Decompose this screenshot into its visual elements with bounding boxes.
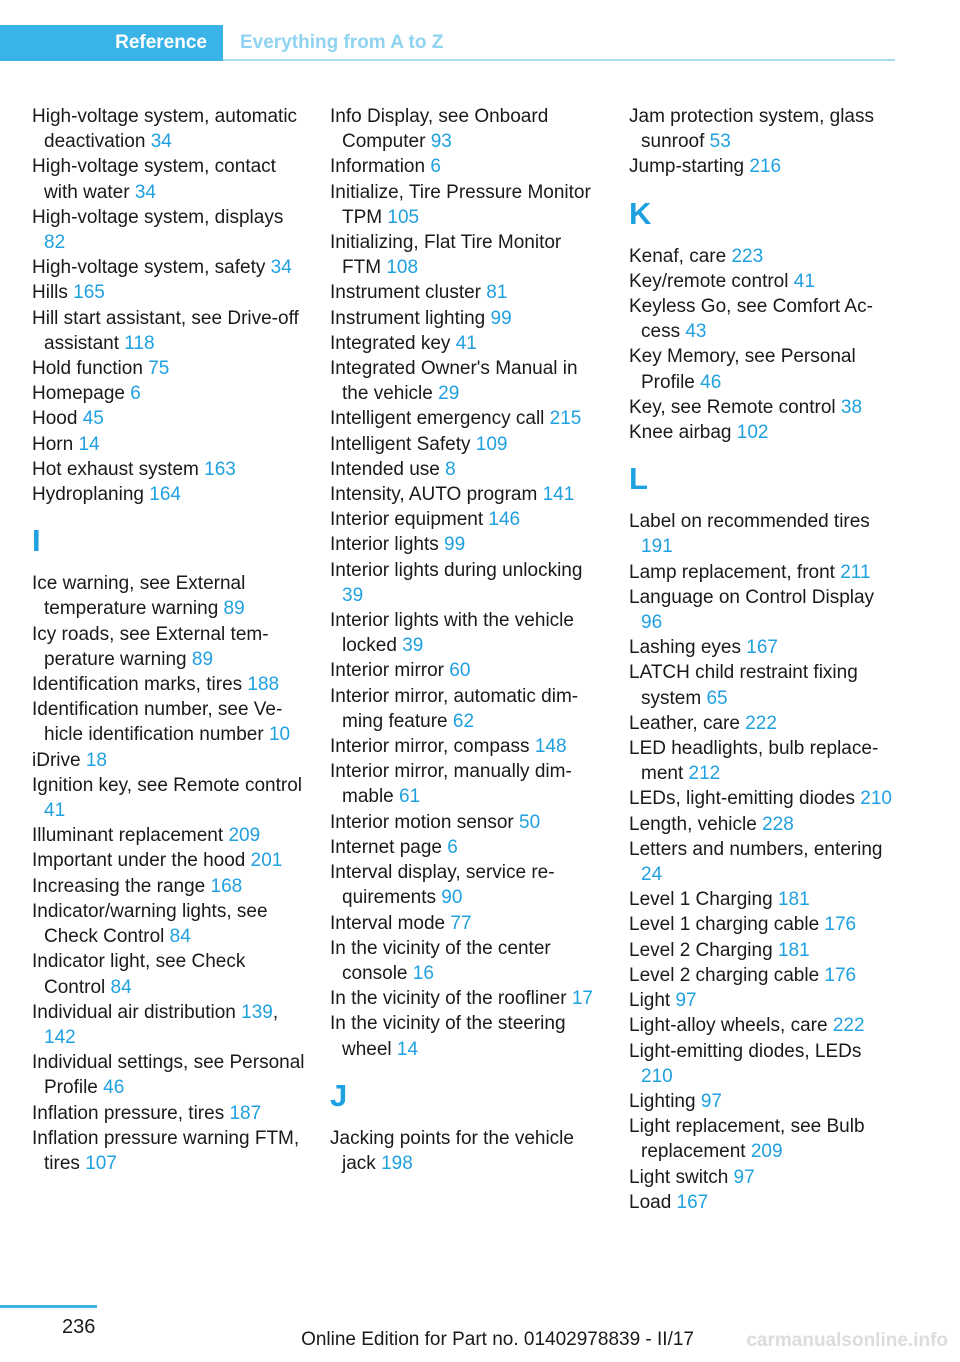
page-link[interactable]: 29 (438, 383, 460, 405)
index-entry (330, 432, 605, 457)
index-term: Icy roads, see External temperature warning (32, 623, 269, 670)
index-term: Key/remote control (629, 270, 794, 292)
index-term: In the vicinity of the roofliner (330, 988, 572, 1010)
index-entry (32, 381, 307, 406)
page-link[interactable]: 18 (85, 749, 107, 771)
index-entry (629, 1039, 894, 1089)
index-term: Inflation pressure, tires (32, 1102, 230, 1124)
page-link[interactable]: 163 (204, 458, 236, 480)
index-entry (330, 280, 605, 305)
index-term: Jump-starting (629, 156, 750, 178)
index-entry (629, 837, 894, 887)
index-term: LED headlights, bulb replacement (629, 738, 879, 785)
index-entry (330, 1011, 605, 1061)
index-entry (629, 154, 894, 179)
index-entry (330, 608, 605, 658)
index-term: Interior mirror (330, 660, 450, 682)
index-term: Hot exhaust system (32, 458, 205, 480)
section-letter: L (629, 461, 648, 497)
page-link[interactable]: 187 (229, 1102, 262, 1124)
index-term: Hood (32, 408, 83, 430)
index-term: Internet page (330, 836, 448, 858)
index-term: Ignition key, see Remote control (32, 774, 303, 796)
page-link[interactable]: 81 (486, 282, 508, 304)
index-entry (629, 812, 894, 837)
index-entry (32, 482, 307, 507)
index-entry (330, 936, 605, 986)
page-link[interactable]: 41 (44, 800, 66, 822)
page-link[interactable]: 118 (124, 332, 155, 354)
index-entry (629, 294, 894, 344)
section-letter: J (330, 1077, 348, 1113)
page-link[interactable]: 165 (73, 282, 105, 304)
header-tab-reference: Reference (0, 25, 223, 61)
page-link[interactable]: 45 (82, 408, 104, 430)
index-entry (330, 532, 605, 557)
page-link[interactable]: 209 (228, 825, 261, 847)
index-entry (629, 635, 894, 660)
index-entry (32, 874, 307, 899)
page-link[interactable]: 39 (342, 584, 364, 606)
page-link[interactable]: 53 (709, 131, 731, 153)
index-term: Hills (32, 282, 74, 304)
index-term: Light-alloy wheels, care (629, 1015, 833, 1037)
page-link[interactable]: 61 (399, 786, 421, 808)
index-term: Interior lights during unlocking (330, 559, 583, 581)
index-entry (32, 205, 307, 255)
index-entry (330, 331, 605, 356)
index-term: Inflation pressure warning FTM, tires (32, 1127, 300, 1174)
index-entry (330, 104, 605, 154)
page-link[interactable]: 93 (430, 131, 452, 153)
index-entry (32, 571, 307, 621)
page-link[interactable]: 46 (103, 1077, 125, 1099)
index-entry (32, 773, 307, 823)
index-entry (330, 356, 605, 406)
page-link[interactable]: 107 (85, 1152, 117, 1174)
index-entry (629, 912, 894, 937)
page-link[interactable]: 198 (381, 1152, 413, 1174)
index-entry (32, 255, 307, 280)
index-term: Light (629, 990, 676, 1012)
index-entry (629, 560, 894, 585)
index-entry (32, 823, 307, 848)
index-term: Level 2 charging cable (629, 964, 825, 986)
index-term: Level 1 Charging (629, 889, 778, 911)
index-term: Illuminant replacement (32, 825, 229, 847)
index-term: Intelligent emergency call (330, 408, 550, 430)
page-link[interactable]: 164 (149, 484, 181, 506)
index-entry (330, 230, 605, 280)
index-term: Light-emitting diodes, LEDs (629, 1040, 862, 1062)
page-link[interactable]: 148 (534, 736, 567, 758)
page-link[interactable]: 90 (441, 887, 463, 909)
index-term: Length, vehicle (629, 813, 763, 835)
index-entry (629, 736, 894, 786)
page-link[interactable]: 216 (749, 156, 782, 178)
page-link[interactable]: 210 (860, 788, 892, 810)
index-entry (32, 1101, 307, 1126)
page-link[interactable]: 223 (731, 245, 764, 267)
index-entry (32, 356, 307, 381)
index-term: High-voltage system, displays (32, 206, 284, 228)
index-entry (330, 306, 605, 331)
index-entry (629, 1190, 894, 1215)
index-term: Identification number, see Vehicle identification number (32, 699, 283, 746)
index-term: Info Display, see Onboard Computer (330, 106, 549, 153)
index-entry (32, 697, 307, 747)
index-term: Individual settings, see Personal Profile (32, 1052, 305, 1099)
index-entry (629, 1013, 894, 1038)
page-link[interactable]: 41 (455, 332, 477, 354)
index-term: In the vicinity of the center console (330, 937, 551, 984)
index-entry (629, 1165, 894, 1190)
page-link[interactable]: 8 (445, 458, 456, 480)
page-link[interactable]: 41 (793, 270, 815, 292)
index-term: Light switch (629, 1166, 734, 1188)
index-term: Interior mirror, compass (330, 736, 535, 758)
index-entry (330, 835, 605, 860)
index-entry (330, 759, 605, 809)
index-term: Horn (32, 433, 79, 455)
page-link[interactable]: 176 (824, 914, 857, 936)
index-entry (32, 280, 307, 305)
page-link[interactable]: 109 (475, 433, 508, 455)
page-link[interactable]: 43 (685, 321, 707, 343)
page-link[interactable]: 84 (110, 976, 132, 998)
page-link[interactable]: 222 (745, 712, 777, 734)
index-term: Interval mode (330, 912, 451, 934)
index-entry (32, 1126, 307, 1176)
page-separator: , (272, 1001, 279, 1023)
index-column-1 (32, 104, 307, 1176)
index-entry (330, 911, 605, 936)
section-letter: I (32, 523, 41, 559)
index-entry (629, 1114, 894, 1164)
page-link[interactable]: 82 (44, 232, 66, 254)
page-link[interactable]: 6 (130, 383, 141, 405)
index-term: In the vicinity of the steering wheel (330, 1013, 566, 1060)
page-link[interactable]: 84 (169, 926, 191, 948)
index-term: Homepage (32, 383, 131, 405)
page-link[interactable]: 75 (148, 358, 170, 380)
page-link[interactable]: 17 (571, 988, 593, 1010)
index-term: Interior equipment (330, 509, 489, 531)
page-number: 236 (62, 1316, 96, 1338)
index-entry (330, 684, 605, 734)
page-link[interactable]: 97 (700, 1090, 722, 1112)
index-entry (32, 748, 307, 773)
index-entry (629, 104, 894, 154)
page-link[interactable]: 97 (733, 1166, 755, 1188)
index-term: Leather, care (629, 712, 746, 734)
index-entry (629, 395, 894, 420)
index-term: Hill start assistant, see Drive-off assistant (32, 307, 299, 354)
index-entry (330, 860, 605, 910)
index-entry (629, 420, 894, 445)
index-entry (330, 558, 605, 608)
index-entry (330, 658, 605, 683)
page-link[interactable]: 24 (641, 864, 663, 886)
index-term: Jacking points for the vehicle jack (330, 1127, 574, 1174)
page-link[interactable]: 97 (675, 990, 697, 1012)
page-link[interactable]: 191 (641, 536, 673, 558)
index-term: Intelligent Safety (330, 433, 476, 455)
index-entry (32, 406, 307, 431)
index-entry (629, 1089, 894, 1114)
index-entry (629, 509, 894, 559)
index-entry (32, 672, 307, 697)
header-section-title: Everything from A to Z (240, 32, 444, 53)
index-term: Language on Control Display (629, 586, 875, 608)
page-link[interactable]: 34 (134, 181, 156, 203)
index-entry (330, 810, 605, 835)
index-entry (330, 180, 605, 230)
page-link[interactable]: 141 (542, 484, 575, 506)
page-link[interactable]: 50 (519, 811, 541, 833)
page-link[interactable]: 38 (840, 396, 863, 418)
page-link[interactable]: 167 (676, 1191, 709, 1213)
index-term: Interior mirror, automatic dimming feature (330, 685, 579, 732)
page-link[interactable]: 176 (824, 964, 857, 986)
index-term: Light replacement, see Bulb replacement (629, 1116, 865, 1163)
page-link[interactable]: 6 (430, 156, 441, 178)
index-term: Instrument lighting (330, 307, 491, 329)
index-term: Ice warning, see External temperature warning (32, 573, 246, 620)
page-link[interactable]: 34 (270, 257, 292, 279)
index-term: Intended use (330, 458, 446, 480)
index-entry (32, 899, 307, 949)
page-link[interactable]: 201 (250, 850, 283, 872)
index-term: Letters and numbers, entering (629, 838, 883, 860)
index-entry (330, 986, 605, 1011)
index-entry (32, 949, 307, 999)
page-link[interactable]: 34 (150, 131, 172, 153)
index-term: Individual air distribution (32, 1001, 242, 1023)
page-link[interactable]: 168 (210, 875, 243, 897)
footer-rule (0, 1305, 97, 1308)
index-term: Indicator/warning lights, see Check Control (32, 900, 268, 948)
index-term: Important under the hood (32, 850, 251, 872)
index-term: LATCH child restraint fixing system (629, 662, 858, 709)
index-entry (629, 660, 894, 710)
page-link[interactable]: 188 (247, 674, 280, 696)
index-term: Label on recommended tires (629, 511, 870, 533)
index-term: Increasing the range (32, 875, 211, 897)
page-link[interactable]: 99 (490, 307, 512, 329)
index-term: Interior lights with the vehicle locked (330, 610, 574, 657)
page-link[interactable]: 96 (641, 612, 663, 634)
page-link[interactable]: 108 (386, 257, 419, 279)
page-link[interactable]: 60 (449, 660, 471, 682)
index-term: High-voltage system, contact with water (32, 156, 276, 203)
index-term: Lamp replacement, front (629, 561, 841, 583)
page-link[interactable]: 212 (688, 763, 721, 785)
index-entry (32, 622, 307, 672)
index-entry (32, 432, 307, 457)
index-entry (32, 848, 307, 873)
index-entry (330, 507, 605, 532)
index-term: Level 2 Charging (629, 939, 778, 961)
index-term: Load (629, 1191, 677, 1213)
index-column-2 (330, 104, 605, 1176)
page-link[interactable]: 209 (750, 1141, 783, 1163)
index-term: Identification marks, tires (32, 674, 248, 696)
index-term: Jam protection system, glass sunroof (629, 106, 874, 153)
page-link[interactable]: 14 (78, 433, 100, 455)
index-entry (629, 938, 894, 963)
index-term: Initializing, Flat Tire Monitor FTM (330, 232, 562, 279)
index-entry (330, 457, 605, 482)
index-term: Knee airbag (629, 422, 737, 444)
index-entry (330, 154, 605, 179)
page-link[interactable]: 89 (191, 648, 214, 670)
index-entry (32, 154, 307, 204)
index-entry (32, 306, 307, 356)
index-entry (629, 786, 894, 811)
page-link[interactable]: 228 (762, 813, 794, 835)
index-term: Interior lights (330, 534, 445, 556)
index-entry (629, 585, 894, 635)
page-link[interactable]: 215 (549, 408, 582, 430)
index-term: Hold function (32, 358, 149, 380)
edition-info: Online Edition for Part no. 01402978839 - II/17 (301, 1329, 694, 1350)
page-link[interactable]: 139 (241, 1001, 273, 1023)
page-link[interactable]: 62 (452, 710, 475, 732)
index-entry (32, 1050, 307, 1100)
index-term: Interior motion sensor (330, 811, 520, 833)
index-entry (32, 1000, 307, 1050)
page-link[interactable]: 6 (447, 836, 458, 858)
index-entry (629, 269, 894, 294)
index-term: Keyless Go, see Comfort Access (629, 296, 873, 343)
page-link[interactable]: 181 (777, 939, 810, 961)
index-term: Information (330, 156, 431, 178)
index-entry (629, 988, 894, 1013)
page-link[interactable]: 222 (832, 1015, 865, 1037)
index-term: Instrument cluster (330, 282, 487, 304)
index-entry (629, 963, 894, 988)
index-term: Integrated key (330, 332, 456, 354)
page-link[interactable]: 65 (706, 687, 728, 709)
index-entry (330, 406, 605, 431)
header-rule (223, 59, 895, 61)
index-term: Key Memory, see Personal Profile (629, 346, 856, 393)
index-entry (629, 244, 894, 269)
page-link[interactable]: 142 (44, 1026, 76, 1048)
page-link[interactable]: 181 (777, 889, 810, 911)
page-link[interactable]: 211 (840, 561, 871, 583)
page-link[interactable]: 167 (746, 637, 778, 659)
index-term: iDrive (32, 749, 86, 771)
index-column-3 (629, 104, 894, 1215)
page-link[interactable]: 102 (736, 422, 769, 444)
page-link[interactable]: 10 (268, 724, 291, 746)
page-link[interactable]: 99 (444, 534, 466, 556)
index-term: Integrated Owner's Manual in the vehicle (330, 358, 578, 405)
page-link[interactable]: 146 (488, 509, 521, 531)
page-link[interactable]: 14 (396, 1038, 419, 1060)
index-entry (32, 457, 307, 482)
index-term: High-voltage system, safety (32, 257, 271, 279)
index-term: High-voltage system, automatic deactivation (32, 106, 298, 153)
page-link[interactable]: 105 (387, 206, 420, 228)
page-link[interactable]: 89 (223, 598, 245, 620)
index-entry (330, 482, 605, 507)
index-term: Kenaf, care (629, 245, 732, 267)
index-term: Hydroplaning (32, 484, 150, 506)
page-link[interactable]: 46 (700, 371, 722, 393)
page-link[interactable]: 16 (412, 962, 434, 984)
section-letter: K (629, 195, 652, 231)
index-term: Intensity, AUTO program (330, 484, 543, 506)
index-entry (330, 1126, 605, 1176)
index-term: Indicator light, see Check Control (32, 951, 246, 998)
index-entry (32, 104, 307, 154)
index-entry (629, 711, 894, 736)
index-entry (330, 734, 605, 759)
index-term: Level 1 charging cable (629, 914, 825, 936)
index-term: Lighting (629, 1090, 701, 1112)
page-link[interactable]: 39 (402, 635, 424, 657)
index-entry (629, 887, 894, 912)
index-entry (629, 344, 894, 394)
index-term: LEDs, light-emitting diodes (629, 788, 861, 810)
index-term: Interval display, service requirements (330, 862, 555, 909)
index-term: Initialize, Tire Pressure Monitor TPM (330, 181, 591, 228)
index-term: Key, see Remote control (629, 396, 841, 418)
index-term: Lashing eyes (629, 637, 747, 659)
page-link[interactable]: 210 (641, 1065, 673, 1087)
page-link[interactable]: 77 (450, 912, 472, 934)
index-term: Interior mirror, manually dimmable (330, 761, 572, 808)
watermark: carmanualsonline.info (746, 1330, 948, 1351)
